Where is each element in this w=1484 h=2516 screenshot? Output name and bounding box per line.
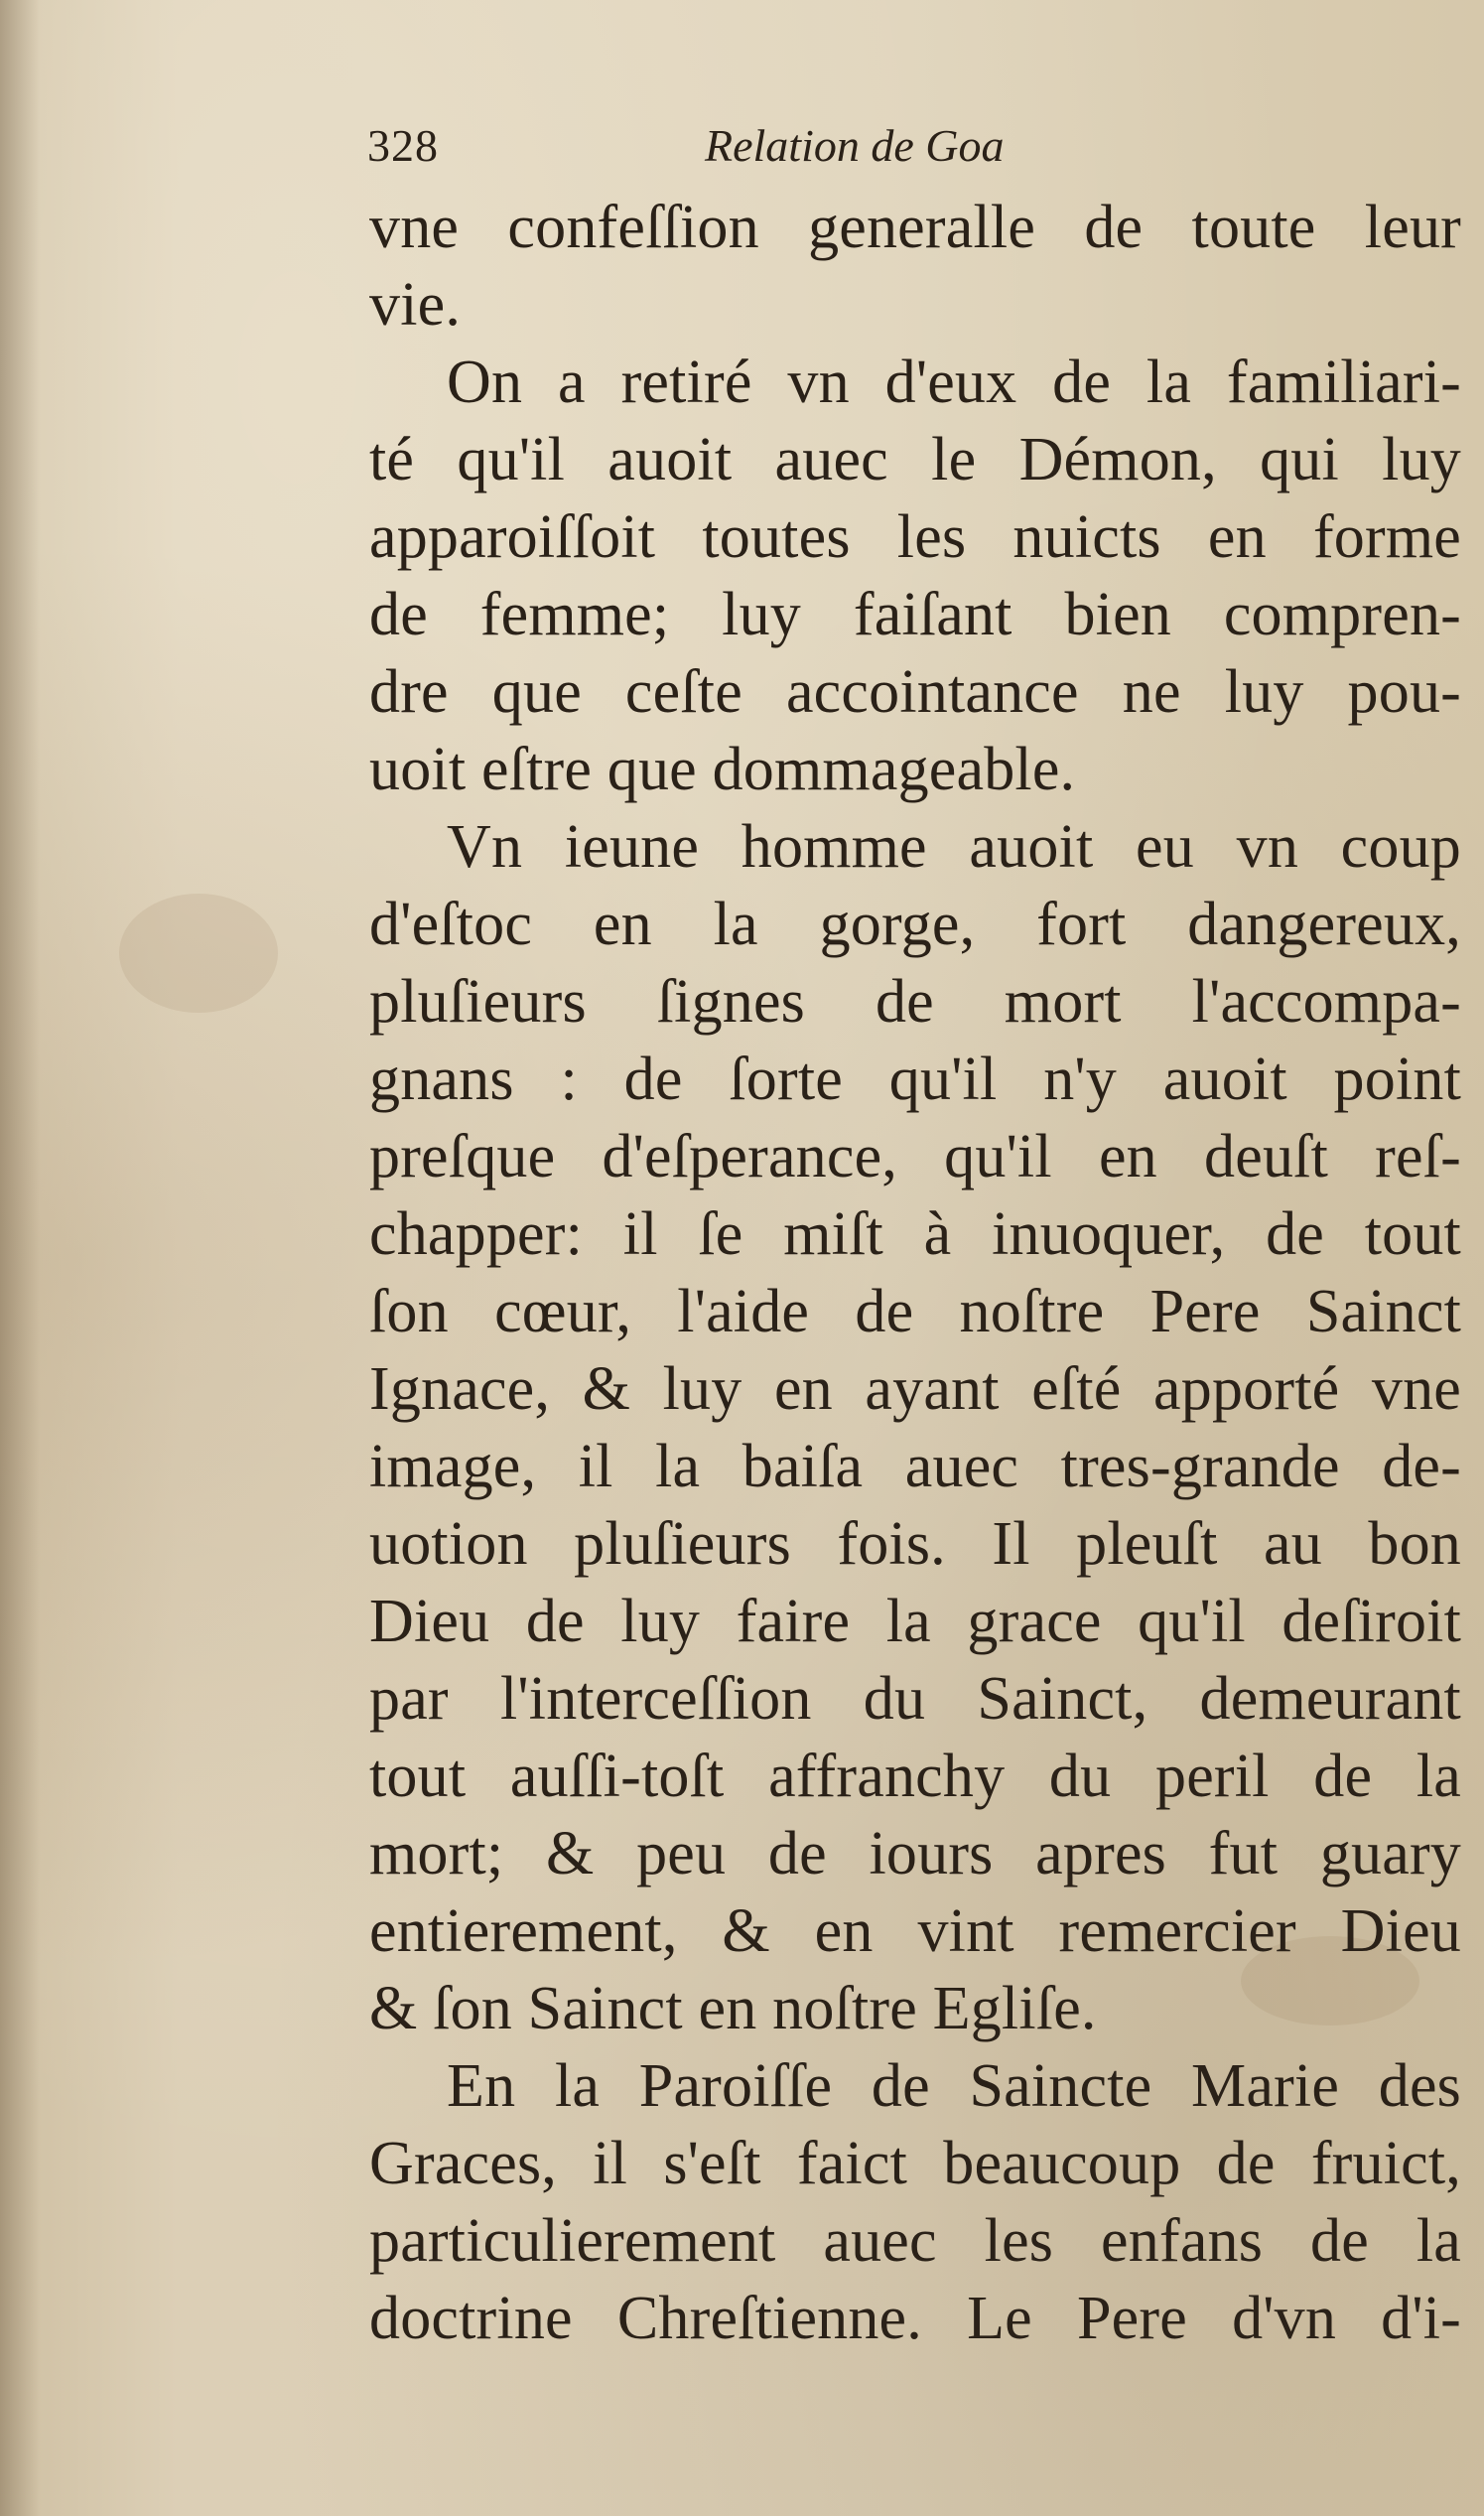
text-line: d'eſtoc en la gorge, fort dangereux, — [369, 891, 1461, 958]
text-line: Graces, il s'eſt faict beaucoup de fruict, — [369, 2130, 1461, 2197]
text-line: par l'interceſſion du Sainct, demeurant — [369, 1665, 1461, 1733]
body-text — [369, 189, 1461, 2357]
text-line: particulierement auec les enfans de la — [369, 2207, 1461, 2275]
text-line: Vn ieune homme auoit eu vn coup — [447, 813, 1461, 881]
page-number: 328 — [367, 120, 439, 171]
paper-stain — [119, 894, 278, 1013]
running-title: Relation de Goa — [705, 120, 1005, 171]
text-line: pluſieurs ſignes de mort l'accompa- — [369, 968, 1461, 1036]
text-line: chapper: il ſe miſt à inuoquer, de tout — [369, 1200, 1461, 1268]
text-line: & ſon Sainct en noſtre Egliſe. — [369, 1975, 1097, 2042]
text-line: ſon cœur, l'aide de noſtre Pere Sainct — [369, 1278, 1461, 1345]
text-line: En la Paroiſſe de Saincte Marie des — [447, 2052, 1461, 2120]
text-line: té qu'il auoit auec le Démon, qui luy — [369, 426, 1461, 493]
text-line: Ignace, & luy en ayant eſté apporté vne — [369, 1355, 1461, 1423]
text-line: gnans : de ſorte qu'il n'y auoit point — [369, 1046, 1461, 1113]
text-line: apparoiſſoit toutes les nuicts en forme — [369, 503, 1461, 571]
text-line: vne confeſſion generalle de toute leur — [369, 194, 1461, 261]
text-line: doctrine Chreſtienne. Le Pere d'vn d'i- — [369, 2285, 1461, 2352]
text-line: Dieu de luy faire la grace qu'il deſiroit — [369, 1588, 1461, 1655]
page-header — [367, 111, 1459, 181]
text-line: uoit eſtre que dommageable. — [369, 736, 1076, 803]
text-line: image, il la baiſa auec tres-grande de- — [369, 1433, 1461, 1500]
text-line: vie. — [369, 271, 462, 339]
text-line: tout auſſi-toſt affranchy du peril de la — [369, 1743, 1461, 1810]
text-line: entierement, & en vint remercier Dieu — [369, 1897, 1461, 1965]
text-line: dre que ceſte accointance ne luy pou- — [369, 658, 1461, 726]
text-line: On a retiré vn d'eux de la familiari- — [447, 349, 1461, 416]
text-line: preſque d'eſperance, qu'il en deuſt reſ- — [369, 1123, 1461, 1190]
text-line: de femme; luy faiſant bien compren- — [369, 581, 1461, 648]
text-line: uotion pluſieurs fois. Il pleuſt au bon — [369, 1510, 1461, 1578]
text-line: mort; & peu de iours apres fut guary — [369, 1820, 1461, 1887]
